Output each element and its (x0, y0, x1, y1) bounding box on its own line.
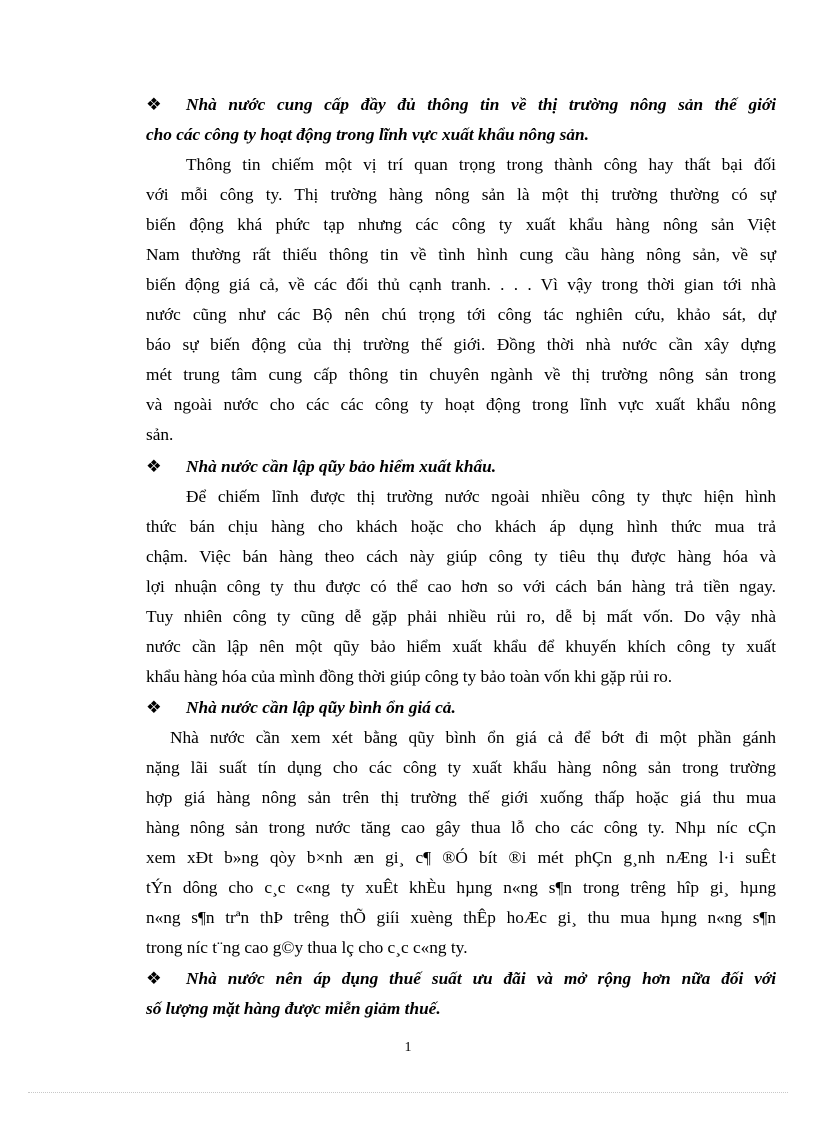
page-bottom-divider (28, 1092, 788, 1093)
section1-body-line: mét trung tâm cung cấp thông tin chuyên ngành về thị trường nông sản trong (146, 365, 776, 384)
section1-body-line: Thông tin chiếm một vị trí quan trọng trong thành công hay thất bại đối (186, 155, 776, 174)
section3-body-line: trong níc t¨ng cao g©y thua lç cho c¸c c«ng ty. (146, 938, 468, 957)
section2-body-line: khẩu hàng hóa của mình đồng thời giúp công ty bảo toàn vốn khi gặp rủi ro. (146, 667, 673, 686)
section2-heading: ❖ Nhà nước cần lập qũy bảo hiểm xuất khẩu. (146, 452, 776, 482)
section3-body-line: tÝn dông cho c¸c c«ng ty xuÊt khÈu hµng n«ng s¶n trong trêng hîp gi¸ hµng (146, 878, 776, 897)
section4-heading-line-1: ❖ Nhà nước nên áp dụng thuế suất ưu đãi và mở rộng hơn nữa đối với (146, 964, 776, 994)
section3-heading: ❖ Nhà nước cần lập qũy bình ổn giá cả. (146, 693, 776, 723)
section1-body-line: với mỗi công ty. Thị trường hàng nông sản là một thị trường thường có sự (146, 185, 776, 204)
section3-body-line: hàng nông sản trong nước tăng cao gây thua lỗ cho các công ty. Nhµ níc cÇn (146, 818, 776, 837)
section2-body-line: Tuy nhiên công ty cũng dễ gặp phải nhiều rủi ro, dễ bị mất vốn. Do vậy nhà (146, 607, 776, 626)
section3-body-line: xem xÐt b»ng qòy b×nh æn gi¸ c¶ ®Ó bít ®i mét phÇn g¸nh nÆng l·i suÊt (146, 848, 776, 867)
section3-body-line: hợp giá hàng nông sản trên thị trường thế giới xuống thấp hoặc giá thu mua (146, 788, 776, 807)
section3-body-line: n«ng s¶n trªn thÞ trêng thÕ giíi xuèng thÊp hoÆc gi¸ thu mua hµng n«ng s¶n (146, 908, 776, 927)
section1-heading-line-1: ❖ Nhà nước cung cấp đầy đủ thông tin về thị trường nông sản thế giới (146, 90, 776, 120)
diamond-bullet-icon: ❖ (146, 969, 162, 988)
section4-heading-line-2: số lượng mặt hàng được miễn giảm thuế. (146, 999, 441, 1018)
section1-body-line: biến động giá cả, về các đối thủ cạnh tranh. . . . Vì vậy trong thời gian tới nhà (146, 275, 776, 294)
section1-body-line: và ngoài nước cho các các công ty hoạt động trong lĩnh vực xuất khẩu nông (146, 395, 776, 414)
section1-body-line: nước cũng như các Bộ nên chú trọng tới công tác nghiên cứu, khảo sát, dự (146, 305, 776, 324)
section2-body-line: Để chiếm lĩnh được thị trường nước ngoài nhiều công ty thực hiện hình (186, 487, 776, 506)
diamond-bullet-icon: ❖ (146, 95, 162, 114)
section2-body-line: chậm. Việc bán hàng theo cách này giúp công ty tiêu thụ được hàng hóa và (146, 547, 776, 566)
section1-body-line: sản. (146, 425, 174, 444)
section2-body-line: thức bán chịu hàng cho khách hoặc cho khách áp dụng hình thức mua trả (146, 517, 776, 536)
section2-body-line: lợi nhuận công ty thu được có thể cao hơn so với cách bán hàng trả tiền ngay. (146, 577, 776, 596)
section1-body-line: Nam thường rất thiếu thông tin về tình hình cung cầu hàng nông sản, về sự (146, 245, 776, 264)
section3-body-line: nặng lãi suất tín dụng cho các công ty xuất khẩu hàng nông sản trong trường (146, 758, 776, 777)
diamond-bullet-icon: ❖ (146, 457, 162, 476)
section1-heading-line-2: cho các công ty hoạt động trong lĩnh vực xuất khẩu nông sản. (146, 125, 589, 144)
section1-body-line: báo sự biến động của thị trường thế giới. Đồng thời nhà nước cần xây dựng (146, 335, 776, 354)
page-number: 1 (404, 1040, 412, 1055)
section2-body-line: nước cần lập nên một qũy bảo hiểm xuất khẩu để khuyến khích công ty xuất (146, 637, 776, 656)
diamond-bullet-icon: ❖ (146, 698, 162, 717)
section3-body-line: Nhà nước cần xem xét bằng qũy bình ổn giá cả để bớt đi một phần gánh (170, 728, 776, 747)
section1-body-line: biến động khá phức tạp nhưng các công ty xuất khẩu hàng nông sản Việt (146, 215, 776, 234)
